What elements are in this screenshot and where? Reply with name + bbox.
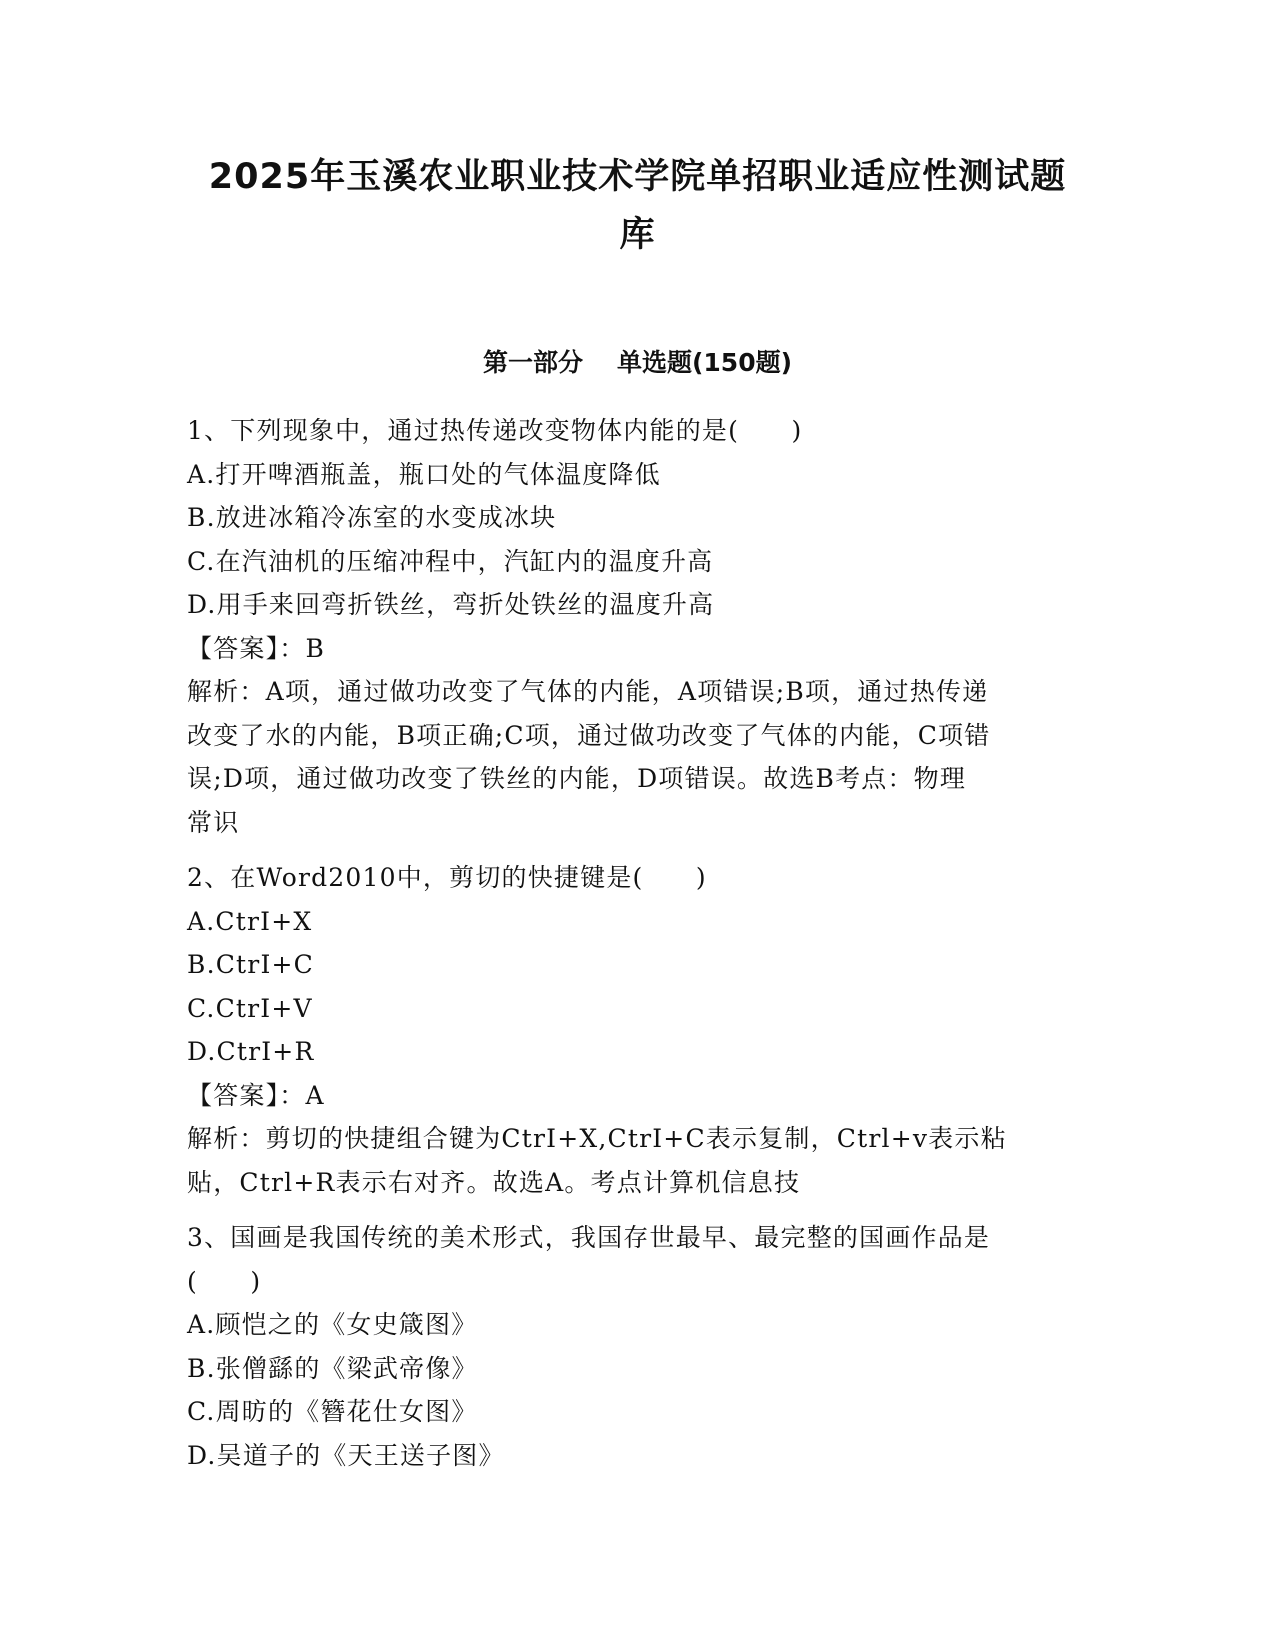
question-3-stem-line-1: 3、国画是我国传统的美术形式，我国存世最早、最完整的国画作品是 [187, 1223, 991, 1252]
question-1-option-d: D.用手来回弯折铁丝，弯折处铁丝的温度升高 [187, 590, 715, 619]
section-part-label: 第一部分 [482, 348, 583, 377]
question-2-option-d: D.CtrI+R [187, 1037, 315, 1066]
question-1-option-a: A.打开啤酒瓶盖，瓶口处的气体温度降低 [187, 459, 661, 489]
question-list [187, 409, 1087, 1489]
question-3-option-b: B.张僧繇的《梁武帝像》 [187, 1353, 478, 1383]
question-2-option-c: C.CtrI+V [187, 993, 313, 1023]
question-2-answer: 【答案】：A [187, 1080, 325, 1110]
question-2-stem: 2、在Word2010中，剪切的快捷键是( ) [187, 863, 707, 892]
question-3-option-a: A.顾恺之的《女史箴图》 [187, 1310, 478, 1339]
question-2-analysis-line-2: 贴，Ctrl+R表示右对齐。故选A。考点计算机信息技 [187, 1167, 801, 1197]
document-title-line-2: 库 [619, 215, 656, 255]
question-2-analysis-line-1: 解析：剪切的快捷组合键为CtrI+X,CtrI+C表示复制，Ctrl+v表示粘 [187, 1124, 1007, 1153]
question-1-analysis-line-4: 常识 [187, 807, 240, 837]
question-1-option-c: C.在汽油机的压缩冲程中，汽缸内的温度升高 [187, 546, 714, 576]
question-3 [187, 1216, 1087, 1477]
question-1-stem: 1、下列现象中，通过热传递改变物体内能的是( ) [187, 416, 803, 445]
question-1-option-b: B.放进冰箱冷冻室的水变成冰块 [187, 503, 557, 532]
question-1 [187, 409, 1087, 844]
question-1-answer: 【答案】：B [187, 633, 326, 663]
question-1-analysis-line-3: 误;D项，通过做功改变了铁丝的内能，D项错误。故选B考点：物理 [187, 764, 967, 793]
document-title [160, 148, 1115, 264]
question-3-option-c: C.周昉的《簪花仕女图》 [187, 1397, 478, 1426]
question-2 [187, 856, 1087, 1204]
document-title-line-1: 2025年玉溪农业职业技术学院单招职业适应性测试题 [208, 157, 1067, 197]
question-1-analysis-line-2: 改变了水的内能，B项正确;C项，通过做功改变了气体的内能，C项错 [187, 720, 991, 750]
question-2-option-b: B.CtrI+C [187, 950, 314, 979]
question-1-analysis-line-1: 解析：A项，通过做功改变了气体的内能，A项错误;B项，通过热传递 [187, 677, 989, 706]
question-3-stem-line-2: ( ) [187, 1266, 262, 1296]
question-2-option-a: A.CtrI+X [187, 906, 313, 936]
question-3-option-d: D.吴道子的《天王送子图》 [187, 1440, 505, 1470]
section-name-label: 单选题(150题) [616, 348, 793, 377]
section-heading [160, 346, 1115, 380]
